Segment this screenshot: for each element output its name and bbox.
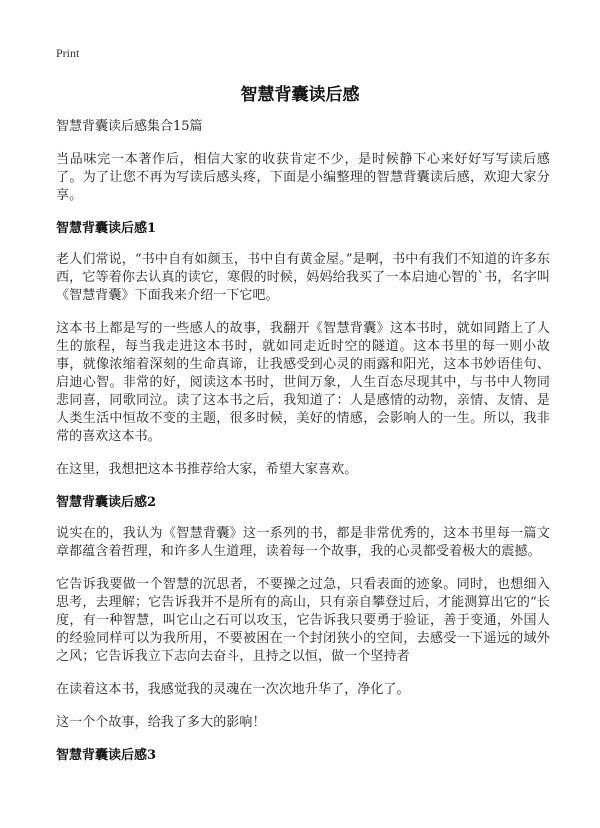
page-title: 智慧背囊读后感 bbox=[240, 85, 360, 105]
section-2-paragraph-1: 说实在的，我认为《智慧背囊》这一系列的书，都是非常优秀的，这本书里每一篇文章都蕴含着哲理，和许多人生道理，读着每一个故事，我的心灵都受着极大的震撼。 bbox=[56, 526, 550, 559]
section-1-paragraph-1: 老人们常说，“书中自有如颜玉，书中自有黄金屋。”是啊，书中有我们不知道的许多东西，它等着你去认真的读它，寒假的时候，妈妈给我买了一本启迪心智的`书，名字叫《智慧背囊》下面我来介绍一下它吧。 bbox=[56, 252, 550, 303]
section-2-paragraph-2: 它告诉我要做一个智慧的沉思者，不要操之过急，只看表面的迹象。同时，也想细入思考，去理解；它告诉我并不是所有的高山，只有亲自攀登过后，才能测算出它的“长度，有一种智慧，叫它山之石可以攻玉，它告诉我只要勇于验证，善于变通，外国人的经验同样可以为我所用，不要被困在一个封闭狭小的空间，去感受一下遥远的域外之风；它告诉我立下志向去奋斗，且持之以恒，做一个坚持者 bbox=[56, 577, 550, 664]
print-link[interactable]: Print bbox=[56, 46, 80, 60]
section-heading-1: 智慧背囊读后感1 bbox=[56, 221, 157, 236]
article-body bbox=[56, 118, 550, 778]
section-1-paragraph-3: 在这里，我想把这本书推荐给大家，希望大家喜欢。 bbox=[56, 462, 358, 477]
intro-paragraph: 当品味完一本著作后，相信大家的收获肯定不少，是时候静下心来好好写写读后感了。为了让您不再为写读后感头疼，下面是小编整理的智慧背囊读后感，欢迎大家分享。 bbox=[56, 152, 550, 203]
section-heading-3: 智慧背囊读后感3 bbox=[56, 748, 157, 763]
section-heading-2: 智慧背囊读后感2 bbox=[56, 495, 157, 510]
section-2-paragraph-4: 这一个个故事，给我了多大的影响！ bbox=[56, 715, 266, 730]
section-1-paragraph-2: 这本书上都是写的一些感人的故事，我翻开《智慧背囊》这本书时，就如同踏上了人生的旅程，每当我走进这本书时，就如同走近时空的隧道。这本书里的每一则小故事，就像浓缩着深刻的生命真谛，让我感受到心灵的雨露和阳光，这本书妙语佳句、启迪心智。非常的好，阅读这本书时，世间万象，人生百态尽现其中，与书中人物同悲同喜，同歌同泣。读了这本书之后，我知道了：人是感情的动物，亲情、友情、是人类生活中恒故不变的主题，很多时候，美好的情感，会影响人的一生。所以，我非常的喜欢这本书。 bbox=[56, 321, 550, 444]
collection-subtitle: 智慧背囊读后感集合15篇 bbox=[56, 119, 203, 134]
section-2-paragraph-3: 在读着这本书，我感觉我的灵魂在一次次地升华了，净化了。 bbox=[56, 682, 410, 697]
